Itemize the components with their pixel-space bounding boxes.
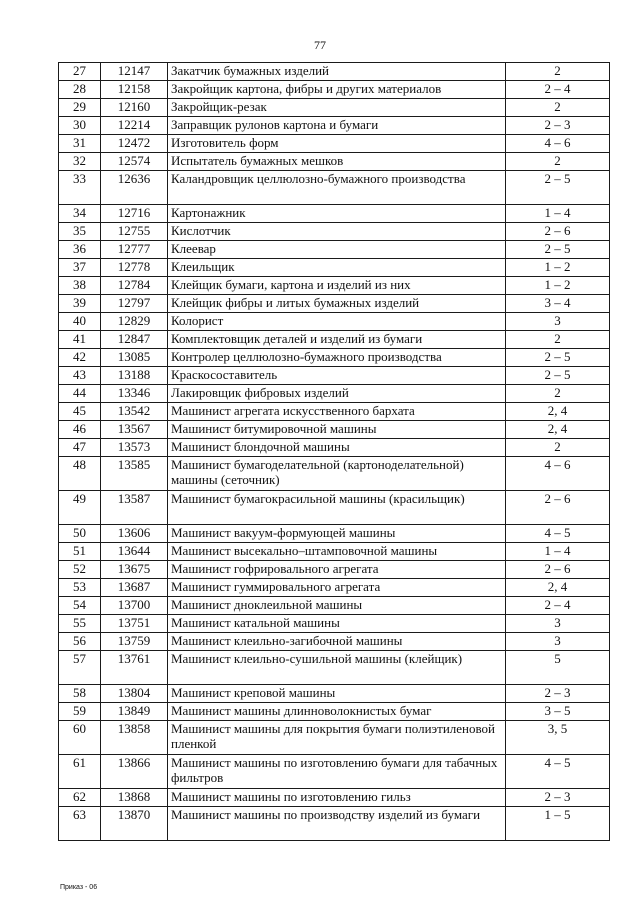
table-row [59,117,610,135]
profession-code-cell: 13542 [101,403,168,421]
grade-range-cell: 2, 4 [506,421,610,439]
grade-range-cell: 4 – 6 [506,457,610,491]
profession-name-cell: Клейщик фибры и литых бумажных изделий [168,295,506,313]
page-number: 77 [314,38,326,52]
profession-name-cell: Каландровщик целлюлозно-бумажного производства [168,171,506,205]
profession-code-cell: 13849 [101,703,168,721]
profession-code-cell: 12777 [101,241,168,259]
profession-code-cell: 13675 [101,561,168,579]
row-number-cell: 42 [59,349,101,367]
grade-range-cell: 3, 5 [506,721,610,755]
grade-range-cell: 4 – 5 [506,755,610,789]
row-number-cell: 30 [59,117,101,135]
profession-name-cell: Клейщик бумаги, картона и изделий из них [168,277,506,295]
profession-code-cell: 13870 [101,807,168,841]
profession-code-cell: 13346 [101,385,168,403]
row-number-cell: 44 [59,385,101,403]
profession-name-cell: Машинист машины по изготовлению гильз [168,789,506,807]
profession-code-cell: 12784 [101,277,168,295]
row-number-cell: 28 [59,81,101,99]
grade-range-cell: 2 – 6 [506,561,610,579]
row-number-cell: 53 [59,579,101,597]
table-row [59,579,610,597]
profession-name-cell: Машинист клеильно-сушильной машины (клейщик) [168,651,506,685]
table-row [59,241,610,259]
row-number-cell: 41 [59,331,101,349]
profession-name-cell: Испытатель бумажных мешков [168,153,506,171]
grade-range-cell: 2 [506,99,610,117]
row-number-cell: 32 [59,153,101,171]
table-row [59,439,610,457]
row-number-cell: 39 [59,295,101,313]
row-number-cell: 35 [59,223,101,241]
grade-range-cell: 2 – 4 [506,597,610,615]
profession-name-cell: Машинист блондочной машины [168,439,506,457]
grade-range-cell: 2 [506,153,610,171]
profession-code-cell: 13687 [101,579,168,597]
grade-range-cell: 2 [506,63,610,81]
table-row [59,721,610,755]
profession-code-cell: 12160 [101,99,168,117]
profession-name-cell: Машинист клеильно-загибочной машины [168,633,506,651]
profession-name-cell: Картонажник [168,205,506,223]
row-number-cell: 55 [59,615,101,633]
grade-range-cell: 5 [506,651,610,685]
profession-name-cell: Краскосоставитель [168,367,506,385]
table-row [59,153,610,171]
row-number-cell: 51 [59,543,101,561]
table-row [59,313,610,331]
profession-code-cell: 13868 [101,789,168,807]
profession-code-cell: 12716 [101,205,168,223]
footer-note: Приказ - 06 [60,884,98,891]
profession-name-cell: Машинист высекально–штамповочной машины [168,543,506,561]
row-number-cell: 49 [59,491,101,525]
row-number-cell: 61 [59,755,101,789]
grade-range-cell: 2 – 3 [506,789,610,807]
grade-range-cell: 2 – 3 [506,685,610,703]
profession-code-cell: 13644 [101,543,168,561]
profession-code-cell: 12147 [101,63,168,81]
row-number-cell: 50 [59,525,101,543]
row-number-cell: 45 [59,403,101,421]
table-row [59,171,610,205]
grade-range-cell: 2 [506,439,610,457]
profession-name-cell: Машинист бумагокрасильной машины (красильщик) [168,491,506,525]
profession-name-cell: Контролер целлюлозно-бумажного производства [168,349,506,367]
profession-code-cell: 13573 [101,439,168,457]
profession-name-cell: Машинист вакуум-формующей машины [168,525,506,543]
profession-code-cell: 12797 [101,295,168,313]
row-number-cell: 34 [59,205,101,223]
row-number-cell: 62 [59,789,101,807]
grade-range-cell: 2 [506,385,610,403]
row-number-cell: 33 [59,171,101,205]
grade-range-cell: 2 [506,331,610,349]
row-number-cell: 36 [59,241,101,259]
profession-code-cell: 12778 [101,259,168,277]
profession-name-cell: Кислотчик [168,223,506,241]
table-row [59,755,610,789]
grade-range-cell: 1 – 2 [506,277,610,295]
profession-name-cell: Машинист машины по изготовлению бумаги для табачных фильтров [168,755,506,789]
table-row [59,349,610,367]
profession-name-cell: Машинист креповой машины [168,685,506,703]
table-row [59,295,610,313]
row-number-cell: 52 [59,561,101,579]
table-row [59,703,610,721]
table-row [59,457,610,491]
profession-name-cell: Клеевар [168,241,506,259]
grade-range-cell: 3 – 5 [506,703,610,721]
table-row [59,651,610,685]
table-row [59,789,610,807]
table-row [59,331,610,349]
grade-range-cell: 2, 4 [506,579,610,597]
profession-code-cell: 13866 [101,755,168,789]
profession-name-cell: Машинист битумировочной машины [168,421,506,439]
grade-range-cell: 2 – 5 [506,349,610,367]
profession-code-cell: 12574 [101,153,168,171]
row-number-cell: 48 [59,457,101,491]
profession-code-cell: 13759 [101,633,168,651]
profession-code-cell: 12847 [101,331,168,349]
row-number-cell: 57 [59,651,101,685]
grade-range-cell: 3 [506,633,610,651]
profession-name-cell: Клеильщик [168,259,506,277]
table-row [59,277,610,295]
profession-name-cell: Машинист гофрировального агрегата [168,561,506,579]
table-row [59,685,610,703]
profession-name-cell: Машинист дноклеильной машины [168,597,506,615]
profession-code-cell: 13858 [101,721,168,755]
row-number-cell: 54 [59,597,101,615]
table-row [59,597,610,615]
table-row [59,491,610,525]
profession-name-cell: Закройщик-резак [168,99,506,117]
grade-range-cell: 1 – 5 [506,807,610,841]
table-row [59,99,610,117]
profession-code-cell: 12755 [101,223,168,241]
profession-table [58,62,610,841]
profession-code-cell: 13587 [101,491,168,525]
table-body [59,63,610,841]
row-number-cell: 63 [59,807,101,841]
row-number-cell: 46 [59,421,101,439]
profession-name-cell: Комплектовщик деталей и изделий из бумаги [168,331,506,349]
table-row [59,385,610,403]
profession-code-cell: 13606 [101,525,168,543]
table-row [59,63,610,81]
row-number-cell: 59 [59,703,101,721]
profession-name-cell: Изготовитель форм [168,135,506,153]
profession-code-cell: 13761 [101,651,168,685]
profession-code-cell: 13804 [101,685,168,703]
profession-name-cell: Машинист машины длинноволокнистых бумаг [168,703,506,721]
table-row [59,615,610,633]
profession-code-cell: 13585 [101,457,168,491]
grade-range-cell: 1 – 2 [506,259,610,277]
profession-name-cell: Закройщик картона, фибры и других материалов [168,81,506,99]
profession-code-cell: 13700 [101,597,168,615]
profession-name-cell: Машинист катальной машины [168,615,506,633]
profession-name-cell: Машинист машины по производству изделий из бумаги [168,807,506,841]
grade-range-cell: 3 – 4 [506,295,610,313]
table-row [59,633,610,651]
grade-range-cell: 2 – 5 [506,171,610,205]
profession-name-cell: Колорист [168,313,506,331]
row-number-cell: 60 [59,721,101,755]
table-row [59,421,610,439]
profession-code-cell: 12158 [101,81,168,99]
profession-code-cell: 13085 [101,349,168,367]
table-row [59,561,610,579]
profession-name-cell: Лакировщик фибровых изделий [168,385,506,403]
table-row [59,525,610,543]
profession-code-cell: 13188 [101,367,168,385]
grade-range-cell: 3 [506,615,610,633]
table-row [59,81,610,99]
profession-code-cell: 12829 [101,313,168,331]
row-number-cell: 56 [59,633,101,651]
row-number-cell: 38 [59,277,101,295]
grade-range-cell: 2 – 5 [506,241,610,259]
grade-range-cell: 2 – 4 [506,81,610,99]
table-row [59,135,610,153]
row-number-cell: 43 [59,367,101,385]
grade-range-cell: 2 – 6 [506,223,610,241]
table-row [59,367,610,385]
profession-name-cell: Машинист бумагоделательной (картоноделательной) машины (сеточник) [168,457,506,491]
profession-name-cell: Машинист машины для покрытия бумаги полиэтиленовой пленкой [168,721,506,755]
profession-code-cell: 13751 [101,615,168,633]
table-row [59,259,610,277]
grade-range-cell: 4 – 6 [506,135,610,153]
grade-range-cell: 3 [506,313,610,331]
row-number-cell: 37 [59,259,101,277]
row-number-cell: 40 [59,313,101,331]
table-row [59,403,610,421]
grade-range-cell: 2 – 3 [506,117,610,135]
grade-range-cell: 4 – 5 [506,525,610,543]
row-number-cell: 27 [59,63,101,81]
grade-range-cell: 2 – 5 [506,367,610,385]
grade-range-cell: 1 – 4 [506,543,610,561]
profession-code-cell: 12214 [101,117,168,135]
profession-name-cell: Заправщик рулонов картона и бумаги [168,117,506,135]
row-number-cell: 47 [59,439,101,457]
grade-range-cell: 1 – 4 [506,205,610,223]
grade-range-cell: 2, 4 [506,403,610,421]
table-row [59,223,610,241]
profession-name-cell: Машинист агрегата искусственного бархата [168,403,506,421]
grade-range-cell: 2 – 6 [506,491,610,525]
profession-code-cell: 13567 [101,421,168,439]
table-row [59,205,610,223]
profession-name-cell: Закатчик бумажных изделий [168,63,506,81]
row-number-cell: 29 [59,99,101,117]
row-number-cell: 31 [59,135,101,153]
row-number-cell: 58 [59,685,101,703]
table-row [59,807,610,841]
profession-name-cell: Машинист гуммировального агрегата [168,579,506,597]
table-row [59,543,610,561]
profession-code-cell: 12472 [101,135,168,153]
profession-code-cell: 12636 [101,171,168,205]
